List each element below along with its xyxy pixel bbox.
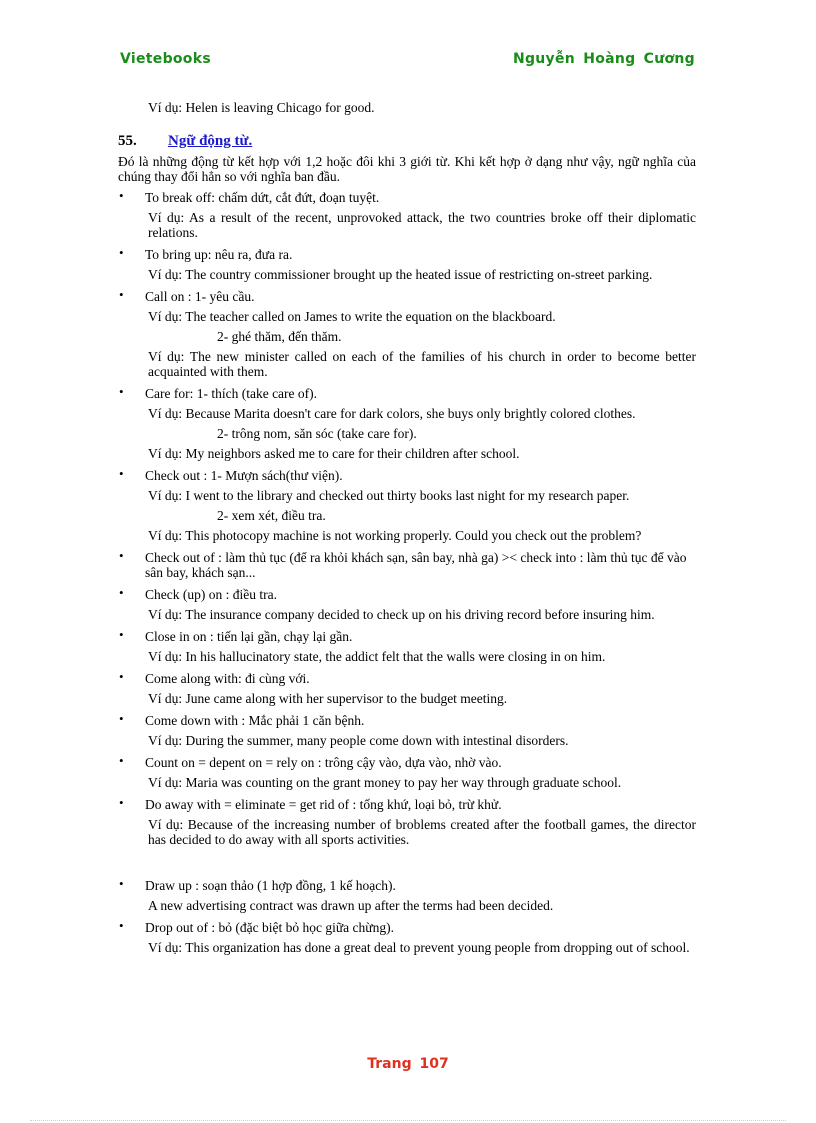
bullet-icon: • bbox=[119, 711, 124, 726]
item-term: Close in on : tiến lại gần, chạy lại gần. bbox=[145, 629, 353, 644]
item-term: Call on : 1- yêu cầu. bbox=[145, 289, 255, 304]
item-term: Care for: 1- thích (take care of). bbox=[145, 386, 318, 401]
item-example: Ví dụ: Because Marita doesn't care for dark colors, she buys only brightly colored clothes. bbox=[148, 406, 636, 421]
item-term: Come along with: đi cùng với. bbox=[145, 671, 310, 686]
bottom-divider bbox=[30, 1120, 786, 1121]
bullet-icon: • bbox=[119, 918, 124, 933]
page-body bbox=[118, 100, 696, 962]
list-item bbox=[118, 629, 696, 664]
item-term: Check (up) on : điều tra. bbox=[145, 587, 277, 602]
section-heading bbox=[118, 134, 696, 149]
list-item bbox=[118, 797, 696, 847]
section-intro: Đó là những động từ kết hợp với 1,2 hoặc đôi khi 3 giới từ. Khi kết hợp ở dạng như vậy, ngữ nghĩa của chúng thay đổi hẳn so với nghĩa ban đầu. bbox=[118, 154, 696, 184]
item-term: To bring up: nêu ra, đưa ra. bbox=[145, 247, 293, 262]
top-example: Ví dụ: Helen is leaving Chicago for good. bbox=[148, 100, 375, 115]
list-item bbox=[118, 713, 696, 748]
item-example: Ví dụ: The teacher called on James to write the equation on the blackboard. bbox=[148, 309, 556, 324]
item-term: Check out : 1- Mượn sách(thư viện). bbox=[145, 468, 343, 483]
item-example: Ví dụ: As a result of the recent, unprovoked attack, the two countries broke off their diplomatic relations. bbox=[148, 210, 696, 240]
item-example: Ví dụ: This organization has done a great deal to prevent young people from dropping out of school. bbox=[148, 940, 690, 955]
phrasal-verb-list bbox=[118, 190, 696, 955]
header-right: Nguyễn Hoàng Cương bbox=[512, 51, 695, 67]
item-sense: 2- trông nom, săn sóc (take care for). bbox=[217, 426, 417, 441]
page-number: Trang 107 bbox=[367, 1056, 449, 1072]
list-item bbox=[118, 587, 696, 622]
list-item bbox=[118, 190, 696, 240]
bullet-icon: • bbox=[119, 548, 124, 563]
item-term: Check out of : làm thủ tục (để ra khỏi khách sạn, sân bay, nhà ga) >< check into : làm thủ tục để vào sân bay, khách sạn... bbox=[145, 550, 687, 580]
list-item bbox=[118, 247, 696, 282]
item-term: Count on = depent on = rely on : trông cậy vào, dựa vào, nhờ vào. bbox=[145, 755, 502, 770]
bullet-icon: • bbox=[119, 188, 124, 203]
item-example: Ví dụ: Because of the increasing number of broblems created after the football games, the director has decided to do away with all sports activities. bbox=[148, 817, 696, 847]
bullet-icon: • bbox=[119, 795, 124, 810]
item-example: Ví dụ: This photocopy machine is not working properly. Could you check out the problem? bbox=[148, 528, 642, 543]
list-item bbox=[118, 386, 696, 461]
item-term: Draw up : soạn thảo (1 hợp đồng, 1 kế hoạch). bbox=[145, 878, 396, 893]
bullet-icon: • bbox=[119, 585, 124, 600]
item-term: Drop out of : bỏ (đặc biệt bỏ học giữa chừng). bbox=[145, 920, 394, 935]
list-item bbox=[118, 550, 696, 580]
item-term: Come down with : Mắc phải 1 căn bệnh. bbox=[145, 713, 365, 728]
item-example: Ví dụ: The new minister called on each of the families of his church in order to become better acquainted with them. bbox=[148, 349, 696, 379]
item-example: Ví dụ: In his hallucinatory state, the addict felt that the walls were closing in on him. bbox=[148, 649, 606, 664]
bullet-icon: • bbox=[119, 753, 124, 768]
bullet-icon: • bbox=[119, 669, 124, 684]
item-example: A new advertising contract was drawn up after the terms had been decided. bbox=[148, 898, 554, 913]
item-sense: 2- xem xét, điều tra. bbox=[217, 508, 326, 523]
item-example: Ví dụ: I went to the library and checked out thirty books last night for my research paper. bbox=[148, 488, 630, 503]
item-term: Do away with = eliminate = get rid of : tống khứ, loại bỏ, trừ khử. bbox=[145, 797, 502, 812]
list-item bbox=[118, 755, 696, 790]
blank-gap bbox=[118, 854, 696, 878]
section-title-link[interactable]: Ngữ động từ. bbox=[168, 133, 253, 149]
item-example: Ví dụ: June came along with her supervisor to the budget meeting. bbox=[148, 691, 508, 706]
bullet-icon: • bbox=[119, 245, 124, 260]
list-item bbox=[118, 289, 696, 379]
item-example: Ví dụ: The insurance company decided to check up on his driving record before insuring him. bbox=[148, 607, 655, 622]
list-item bbox=[118, 920, 696, 955]
item-example: Ví dụ: The country commissioner brought up the heated issue of restricting on-street parking. bbox=[148, 267, 653, 282]
bullet-icon: • bbox=[119, 287, 124, 302]
bullet-icon: • bbox=[119, 466, 124, 481]
bullet-icon: • bbox=[119, 627, 124, 642]
list-item bbox=[118, 468, 696, 543]
section-number: 55. bbox=[118, 133, 137, 149]
item-sense: 2- ghé thăm, đến thăm. bbox=[217, 329, 342, 344]
item-example: Ví dụ: Maria was counting on the grant money to pay her way through graduate school. bbox=[148, 775, 622, 790]
bullet-icon: • bbox=[119, 876, 124, 891]
item-example: Ví dụ: During the summer, many people come down with intestinal disorders. bbox=[148, 733, 569, 748]
item-term: To break off: chấm dứt, cắt đứt, đoạn tuyệt. bbox=[145, 190, 380, 205]
list-item bbox=[118, 878, 696, 913]
item-example: Ví dụ: My neighbors asked me to care for their children after school. bbox=[148, 446, 520, 461]
header-left: Vietebooks bbox=[120, 51, 211, 67]
list-item bbox=[118, 671, 696, 706]
bullet-icon: • bbox=[119, 384, 124, 399]
